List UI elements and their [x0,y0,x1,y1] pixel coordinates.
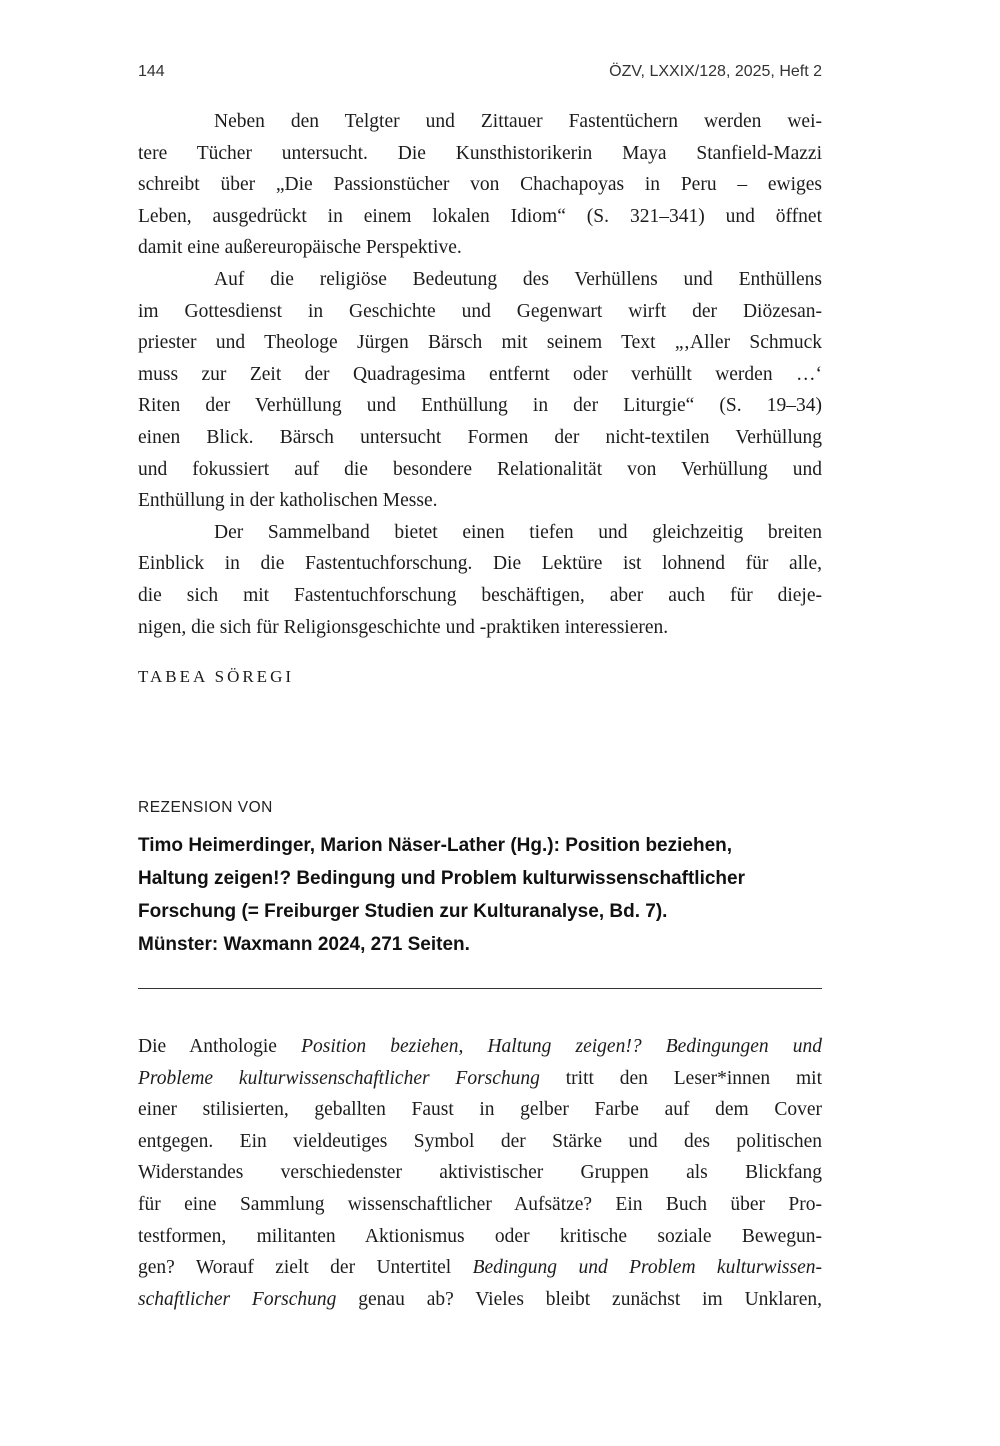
text-segment: und fokussiert auf die besondere Relationalität von Verhüllung und [138,458,822,480]
text-line [138,1284,822,1316]
running-header [138,0,822,82]
paragraph [138,264,822,517]
review-end-text [138,106,822,643]
book-citation [138,829,822,961]
journal-citation: ÖZV, LXXIX/128, 2025, Heft 2 [609,63,822,80]
text-line [138,169,822,201]
text-segment: Einblick in die Fastentuchforschung. Die Lektüre ist lohnend für alle, [138,553,822,575]
text-segment: Neben den Telgter und Zittauer Fastentüchern werden wei- [214,111,822,132]
review-section-label: REZENSION VON [138,799,273,817]
text-line [138,612,822,644]
text-segment: tritt den Leser*innen mit [539,1067,822,1089]
text-segment: die sich mit Fastentuchforschung beschäftigen, aber auch für dieje- [138,584,822,606]
text-line [138,1252,822,1284]
italic-book-title: schaftlicher Forschung [138,1288,337,1310]
citation-line: Haltung zeigen!? Bedingung und Problem kulturwissenschaftlicher [138,868,745,890]
text-segment: Auf die religiöse Bedeutung des Verhüllens und Enthüllens [214,268,822,290]
text-segment: entgegen. Ein vieldeutiges Symbol der Stärke und des politischen [138,1130,822,1152]
text-line [138,138,822,170]
text-segment: tere Tücher untersucht. Die Kunsthistorikerin Maya Stanfield-Mazzi [138,142,822,164]
page-number: 144 [138,63,165,80]
review-body-text [138,1031,822,1315]
paragraph [138,1031,822,1315]
text-line [138,1063,822,1095]
text-line [138,1221,822,1253]
text-line [138,1094,822,1126]
citation-line: Timo Heimerdinger, Marion Näser-Lather (Hg.): Position beziehen, [138,835,733,857]
text-line [138,359,822,391]
text-segment: im Gottesdienst in Geschichte und Gegenwart wirft der Diözesan- [138,300,822,322]
paragraph [138,517,822,643]
italic-book-title: Position beziehen, Haltung zeigen!? Bedingungen und [301,1036,822,1058]
text-line [138,327,822,359]
text-segment: testformen, militanten Aktionismus oder kritische soziale Bewegun- [138,1225,822,1247]
text-line [138,264,822,296]
text-segment: Der Sammelband bietet einen tiefen und gleichzeitig breiten [214,521,822,543]
paragraph [138,106,822,264]
section-divider [138,988,822,989]
text-line [138,1126,822,1158]
citation-line: Münster: Waxmann 2024, 271 Seiten. [138,934,470,956]
italic-book-title: Bedingung und Problem kulturwissen- [472,1257,822,1279]
text-segment: schreibt über „Die Passionstücher von Chachapoyas in Peru – ewiges [138,174,822,196]
text-line [138,232,822,264]
text-line [138,548,822,580]
text-segment: Die Anthologie [138,1036,302,1058]
text-segment: muss zur Zeit der Quadragesima entfernt oder verhüllt werden …‘ [138,363,822,385]
text-line [138,422,822,454]
italic-book-title: Probleme kulturwissenschaftlicher Forschung [138,1067,540,1089]
text-line [138,1031,822,1063]
text-segment: Widerstandes verschiedenster aktivistischer Gruppen als Blickfang [138,1162,822,1184]
text-column [138,106,822,1315]
text-segment: genau ab? Vieles bleibt zunächst im Unklaren, [336,1288,822,1310]
text-segment: einer stilisierten, geballten Faust in gelber Farbe auf dem Cover [138,1099,822,1121]
text-line [138,454,822,486]
text-line [138,390,822,422]
text-line [138,517,822,549]
text-segment: für eine Sammlung wissenschaftlicher Aufsätze? Ein Buch über Pro- [138,1194,822,1216]
text-line [138,296,822,328]
text-line [138,1189,822,1221]
text-segment: nigen, die sich für Religionsgeschichte und -praktiken interessieren. [138,616,669,638]
citation-line: Forschung (= Freiburger Studien zur Kulturanalyse, Bd. 7). [138,901,668,923]
text-segment: Leben, ausgedrückt in einem lokalen Idiom“ (S. 321–341) und öffnet [138,205,822,227]
text-segment: einen Blick. Bärsch untersucht Formen der nicht-textilen Verhüllung [138,426,822,448]
text-line [138,201,822,233]
text-segment: Riten der Verhüllung und Enthüllung in der Liturgie“ (S. 19–34) [138,395,822,417]
reviewer-signature: TABEA SÖREGI [138,667,295,687]
text-line [138,106,822,138]
text-line [138,485,822,517]
text-line [138,1157,822,1189]
text-segment: priester und Theologe Jürgen Bärsch mit seinem Text „‚Aller Schmuck [138,332,822,354]
text-segment: damit eine außereuropäische Perspektive. [138,237,462,259]
text-segment: Enthüllung in der katholischen Messe. [138,490,438,512]
text-segment: gen? Worauf zielt der Untertitel [138,1257,473,1279]
text-line [138,580,822,612]
